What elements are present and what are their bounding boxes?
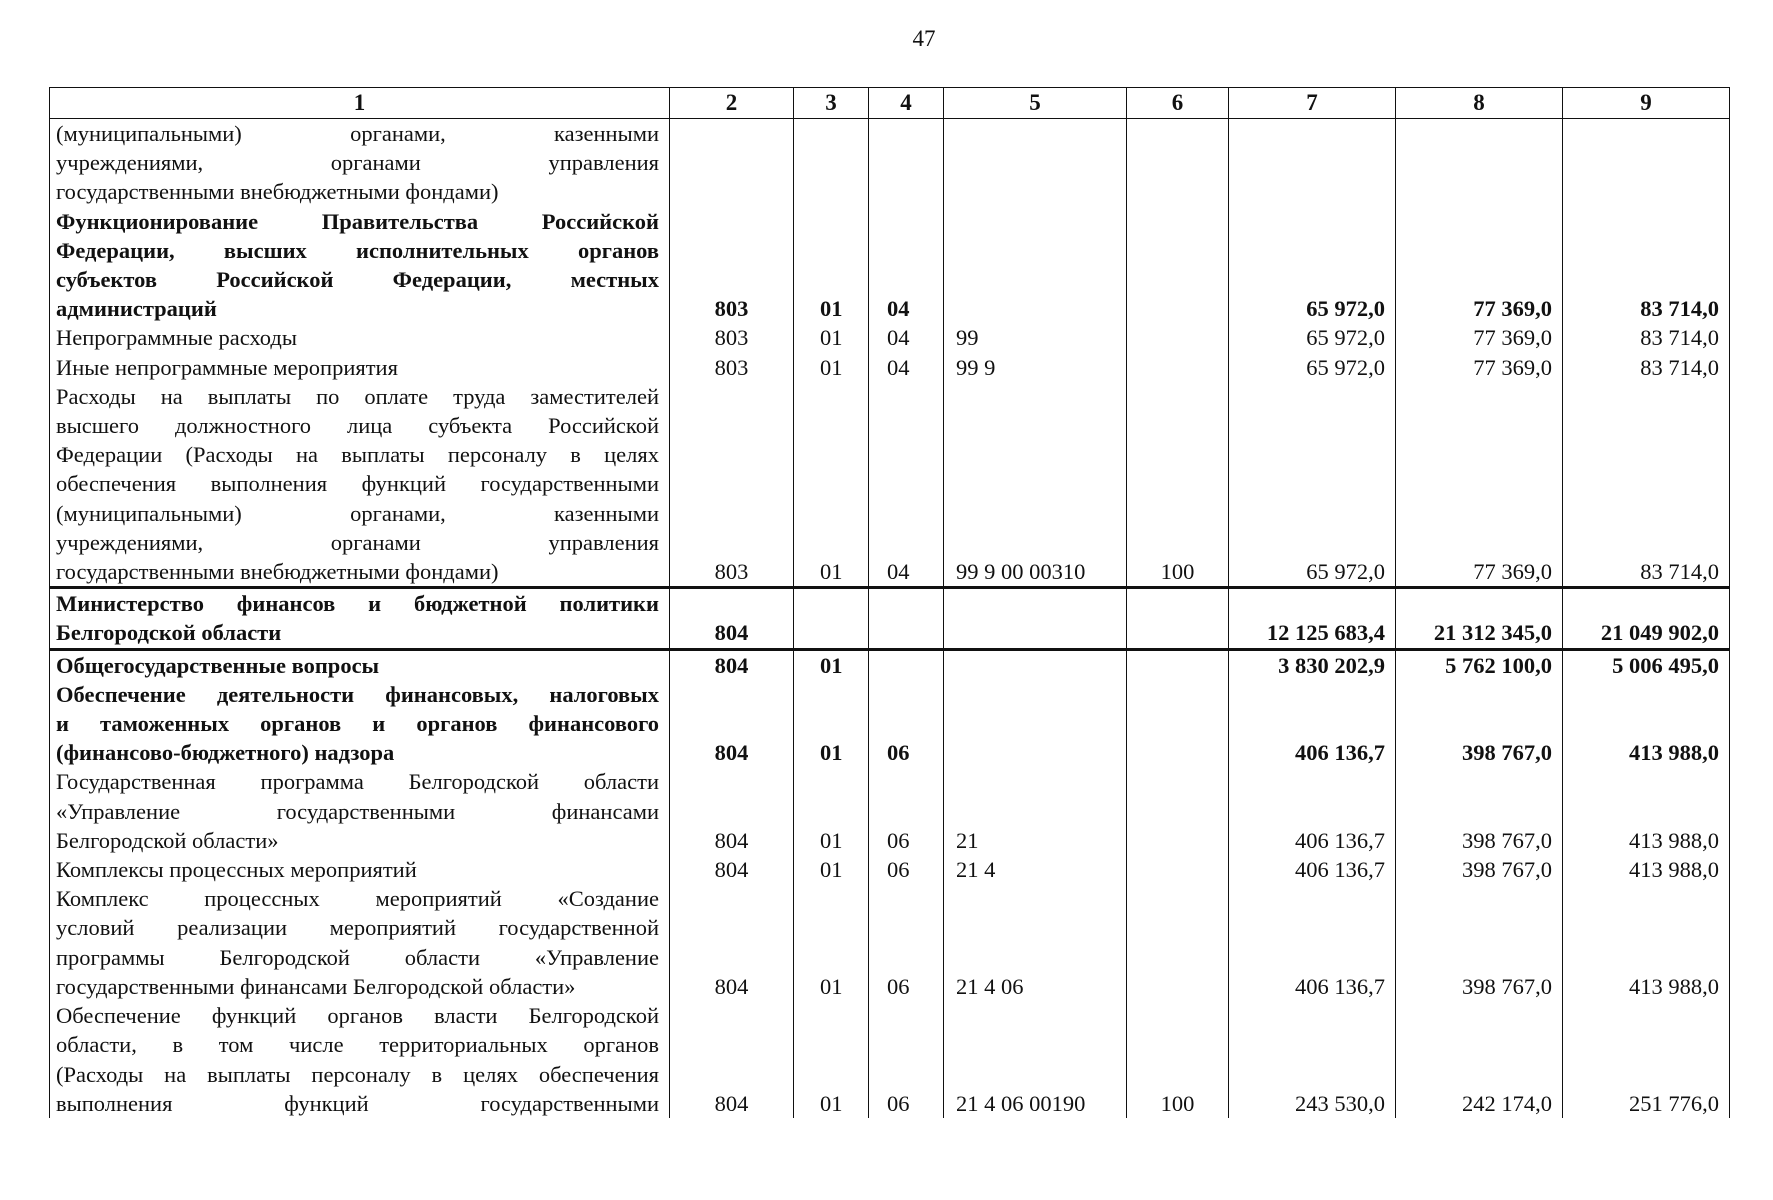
table-row <box>50 119 1730 207</box>
column-header: 4 <box>869 88 944 119</box>
row-name-line: Функционирование Правительства Российской <box>56 208 659 234</box>
row-name-line: выполнения функций государственными <box>56 1090 659 1116</box>
subsection-code-cell: 04 <box>869 353 944 382</box>
table-row <box>50 680 1730 768</box>
ministry-code-cell: 804 <box>670 680 794 768</box>
expense-type-cell <box>1127 588 1229 649</box>
column-header: 7 <box>1229 88 1396 119</box>
amount-year3-cell: 83 714,0 <box>1563 207 1730 324</box>
amount-year2-cell: 398 767,0 <box>1396 680 1563 768</box>
amount-year2-cell: 77 369,0 <box>1396 207 1563 324</box>
row-name-cell <box>50 323 670 352</box>
expense-type-cell: 100 <box>1127 1001 1229 1118</box>
expense-type-cell <box>1127 323 1229 352</box>
amount-year1-cell: 406 136,7 <box>1229 884 1396 1001</box>
amount-year3-cell: 413 988,0 <box>1563 767 1730 855</box>
section-code-cell: 01 <box>794 884 869 1001</box>
row-name-line: Комплексы процессных мероприятий <box>56 857 417 883</box>
table-row <box>50 353 1730 382</box>
subsection-code-cell <box>869 649 944 680</box>
amount-year3-cell: 83 714,0 <box>1563 353 1730 382</box>
section-code-cell: 01 <box>794 1001 869 1118</box>
row-name-cell <box>50 767 670 855</box>
target-article-cell: 21 4 06 00190 <box>944 1001 1127 1118</box>
row-name-line: Федерации, высших исполнительных органов <box>56 237 659 263</box>
row-name-line: администраций <box>56 296 217 322</box>
row-name-line: Иные непрограммные мероприятия <box>56 354 398 380</box>
table-row <box>50 855 1730 884</box>
table-header-row <box>50 88 1730 119</box>
row-name-cell <box>50 884 670 1001</box>
row-name-cell <box>50 207 670 324</box>
amount-year3-cell: 21 049 902,0 <box>1563 588 1730 649</box>
row-name-line: условий реализации мероприятий государственной <box>56 915 659 941</box>
target-article-cell: 21 4 06 <box>944 884 1127 1001</box>
amount-year1-cell: 3 830 202,9 <box>1229 649 1396 680</box>
ministry-code-cell: 803 <box>670 323 794 352</box>
amount-year1-cell: 65 972,0 <box>1229 382 1396 588</box>
expense-type-cell <box>1127 119 1229 207</box>
table-row <box>50 588 1730 649</box>
amount-year1-cell: 12 125 683,4 <box>1229 588 1396 649</box>
column-header: 8 <box>1396 88 1563 119</box>
row-name-line: Федерации (Расходы на выплаты персоналу в целях <box>56 442 659 468</box>
amount-year2-cell <box>1396 119 1563 207</box>
table-row <box>50 767 1730 855</box>
row-name-line: Непрограммные расходы <box>56 325 297 351</box>
subsection-code-cell <box>869 588 944 649</box>
ministry-code-cell <box>670 119 794 207</box>
subsection-code-cell: 04 <box>869 323 944 352</box>
amount-year2-cell: 77 369,0 <box>1396 382 1563 588</box>
subsection-code-cell <box>869 119 944 207</box>
section-code-cell <box>794 119 869 207</box>
expense-type-cell: 100 <box>1127 382 1229 588</box>
amount-year1-cell: 65 972,0 <box>1229 207 1396 324</box>
row-name-line: Белгородской области <box>56 620 282 646</box>
ministry-code-cell: 804 <box>670 588 794 649</box>
target-article-cell <box>944 119 1127 207</box>
expense-type-cell <box>1127 767 1229 855</box>
expense-type-cell <box>1127 353 1229 382</box>
amount-year3-cell: 251 776,0 <box>1563 1001 1730 1118</box>
amount-year1-cell <box>1229 119 1396 207</box>
column-header: 2 <box>670 88 794 119</box>
column-header: 9 <box>1563 88 1730 119</box>
row-name-line: Комплекс процессных мероприятий «Создание <box>56 886 659 912</box>
column-header: 6 <box>1127 88 1229 119</box>
ministry-code-cell: 804 <box>670 1001 794 1118</box>
target-article-cell <box>944 588 1127 649</box>
row-name-cell <box>50 1001 670 1118</box>
expense-type-cell <box>1127 855 1229 884</box>
column-header: 1 <box>50 88 670 119</box>
section-code-cell: 01 <box>794 680 869 768</box>
row-name-line: государственными финансами Белгородской области» <box>56 973 576 999</box>
ministry-code-cell: 803 <box>670 382 794 588</box>
row-name-line: Обеспечение функций органов власти Белгородской <box>56 1003 659 1029</box>
row-name-line: (муниципальными) органами, казенными <box>56 121 659 146</box>
amount-year3-cell: 5 006 495,0 <box>1563 649 1730 680</box>
amount-year2-cell: 242 174,0 <box>1396 1001 1563 1118</box>
row-name-line: «Управление государственными финансами <box>56 798 659 824</box>
row-name-line: области, в том числе территориальных органов <box>56 1032 659 1058</box>
subsection-code-cell: 04 <box>869 382 944 588</box>
target-article-cell: 99 <box>944 323 1127 352</box>
amount-year2-cell: 398 767,0 <box>1396 767 1563 855</box>
row-name-line: государственными внебюджетными фондами) <box>56 179 499 205</box>
target-article-cell: 21 4 <box>944 855 1127 884</box>
row-name-cell <box>50 588 670 649</box>
row-name-line: (муниципальными) органами, казенными <box>56 500 659 526</box>
subsection-code-cell: 06 <box>869 884 944 1001</box>
table-body <box>50 119 1730 1118</box>
row-name-line: Белгородской области» <box>56 827 279 853</box>
ministry-code-cell: 804 <box>670 767 794 855</box>
ministry-code-cell: 803 <box>670 353 794 382</box>
subsection-code-cell: 04 <box>869 207 944 324</box>
amount-year1-cell: 65 972,0 <box>1229 353 1396 382</box>
table-row <box>50 323 1730 352</box>
ministry-code-cell: 803 <box>670 207 794 324</box>
subsection-code-cell: 06 <box>869 680 944 768</box>
row-name-line: Обеспечение деятельности финансовых, налоговых <box>56 681 659 707</box>
amount-year1-cell: 406 136,7 <box>1229 767 1396 855</box>
row-name-line: и таможенных органов и органов финансового <box>56 711 659 737</box>
section-code-cell <box>794 588 869 649</box>
table-row <box>50 649 1730 680</box>
row-name-cell <box>50 353 670 382</box>
amount-year3-cell: 83 714,0 <box>1563 323 1730 352</box>
section-code-cell: 01 <box>794 855 869 884</box>
amount-year1-cell: 406 136,7 <box>1229 855 1396 884</box>
amount-year3-cell: 83 714,0 <box>1563 382 1730 588</box>
amount-year3-cell: 413 988,0 <box>1563 680 1730 768</box>
row-name-line: программы Белгородской области «Управление <box>56 944 659 970</box>
row-name-cell <box>50 649 670 680</box>
section-code-cell: 01 <box>794 767 869 855</box>
row-name-line: (финансово-бюджетного) надзора <box>56 740 395 766</box>
budget-table <box>49 87 1730 1118</box>
target-article-cell: 99 9 <box>944 353 1127 382</box>
table-row <box>50 1001 1730 1118</box>
section-code-cell: 01 <box>794 649 869 680</box>
row-name-line: учреждениями, органами управления <box>56 529 659 555</box>
row-name-cell <box>50 382 670 588</box>
expense-type-cell <box>1127 884 1229 1001</box>
row-name-line: высшего должностного лица субъекта Российской <box>56 413 659 439</box>
row-name-line: Общегосударственные вопросы <box>56 652 380 678</box>
table-row <box>50 884 1730 1001</box>
amount-year1-cell: 65 972,0 <box>1229 323 1396 352</box>
row-name-line: государственными внебюджетными фондами) <box>56 559 499 585</box>
subsection-code-cell: 06 <box>869 855 944 884</box>
section-code-cell: 01 <box>794 207 869 324</box>
ministry-code-cell: 804 <box>670 649 794 680</box>
amount-year1-cell: 243 530,0 <box>1229 1001 1396 1118</box>
row-name-cell <box>50 855 670 884</box>
row-name-cell <box>50 119 670 207</box>
row-name-line: Расходы на выплаты по оплате труда заместителей <box>56 383 659 409</box>
amount-year2-cell: 398 767,0 <box>1396 884 1563 1001</box>
amount-year2-cell: 77 369,0 <box>1396 353 1563 382</box>
target-article-cell: 21 <box>944 767 1127 855</box>
section-code-cell: 01 <box>794 353 869 382</box>
row-name-line: Министерство финансов и бюджетной политики <box>56 591 659 617</box>
section-code-cell: 01 <box>794 323 869 352</box>
column-header: 5 <box>944 88 1127 119</box>
target-article-cell <box>944 649 1127 680</box>
row-name-line: Государственная программа Белгородской области <box>56 769 659 795</box>
amount-year3-cell <box>1563 119 1730 207</box>
amount-year1-cell: 406 136,7 <box>1229 680 1396 768</box>
amount-year2-cell: 77 369,0 <box>1396 323 1563 352</box>
target-article-cell: 99 9 00 00310 <box>944 382 1127 588</box>
target-article-cell <box>944 680 1127 768</box>
table-row <box>50 382 1730 588</box>
amount-year2-cell: 5 762 100,0 <box>1396 649 1563 680</box>
subsection-code-cell: 06 <box>869 767 944 855</box>
section-code-cell: 01 <box>794 382 869 588</box>
row-name-cell <box>50 680 670 768</box>
row-name-line: (Расходы на выплаты персоналу в целях обеспечения <box>56 1061 659 1087</box>
expense-type-cell <box>1127 680 1229 768</box>
ministry-code-cell: 804 <box>670 855 794 884</box>
table-row <box>50 207 1730 324</box>
amount-year2-cell: 398 767,0 <box>1396 855 1563 884</box>
row-name-line: учреждениями, органами управления <box>56 150 659 176</box>
amount-year2-cell: 21 312 345,0 <box>1396 588 1563 649</box>
expense-type-cell <box>1127 649 1229 680</box>
amount-year3-cell: 413 988,0 <box>1563 884 1730 1001</box>
subsection-code-cell: 06 <box>869 1001 944 1118</box>
target-article-cell <box>944 207 1127 324</box>
row-name-line: обеспечения выполнения функций государственными <box>56 471 659 497</box>
column-header: 3 <box>794 88 869 119</box>
amount-year3-cell: 413 988,0 <box>1563 855 1730 884</box>
expense-type-cell <box>1127 207 1229 324</box>
row-name-line: субъектов Российской Федерации, местных <box>56 267 659 293</box>
ministry-code-cell: 804 <box>670 884 794 1001</box>
page-number: 47 <box>912 26 936 51</box>
